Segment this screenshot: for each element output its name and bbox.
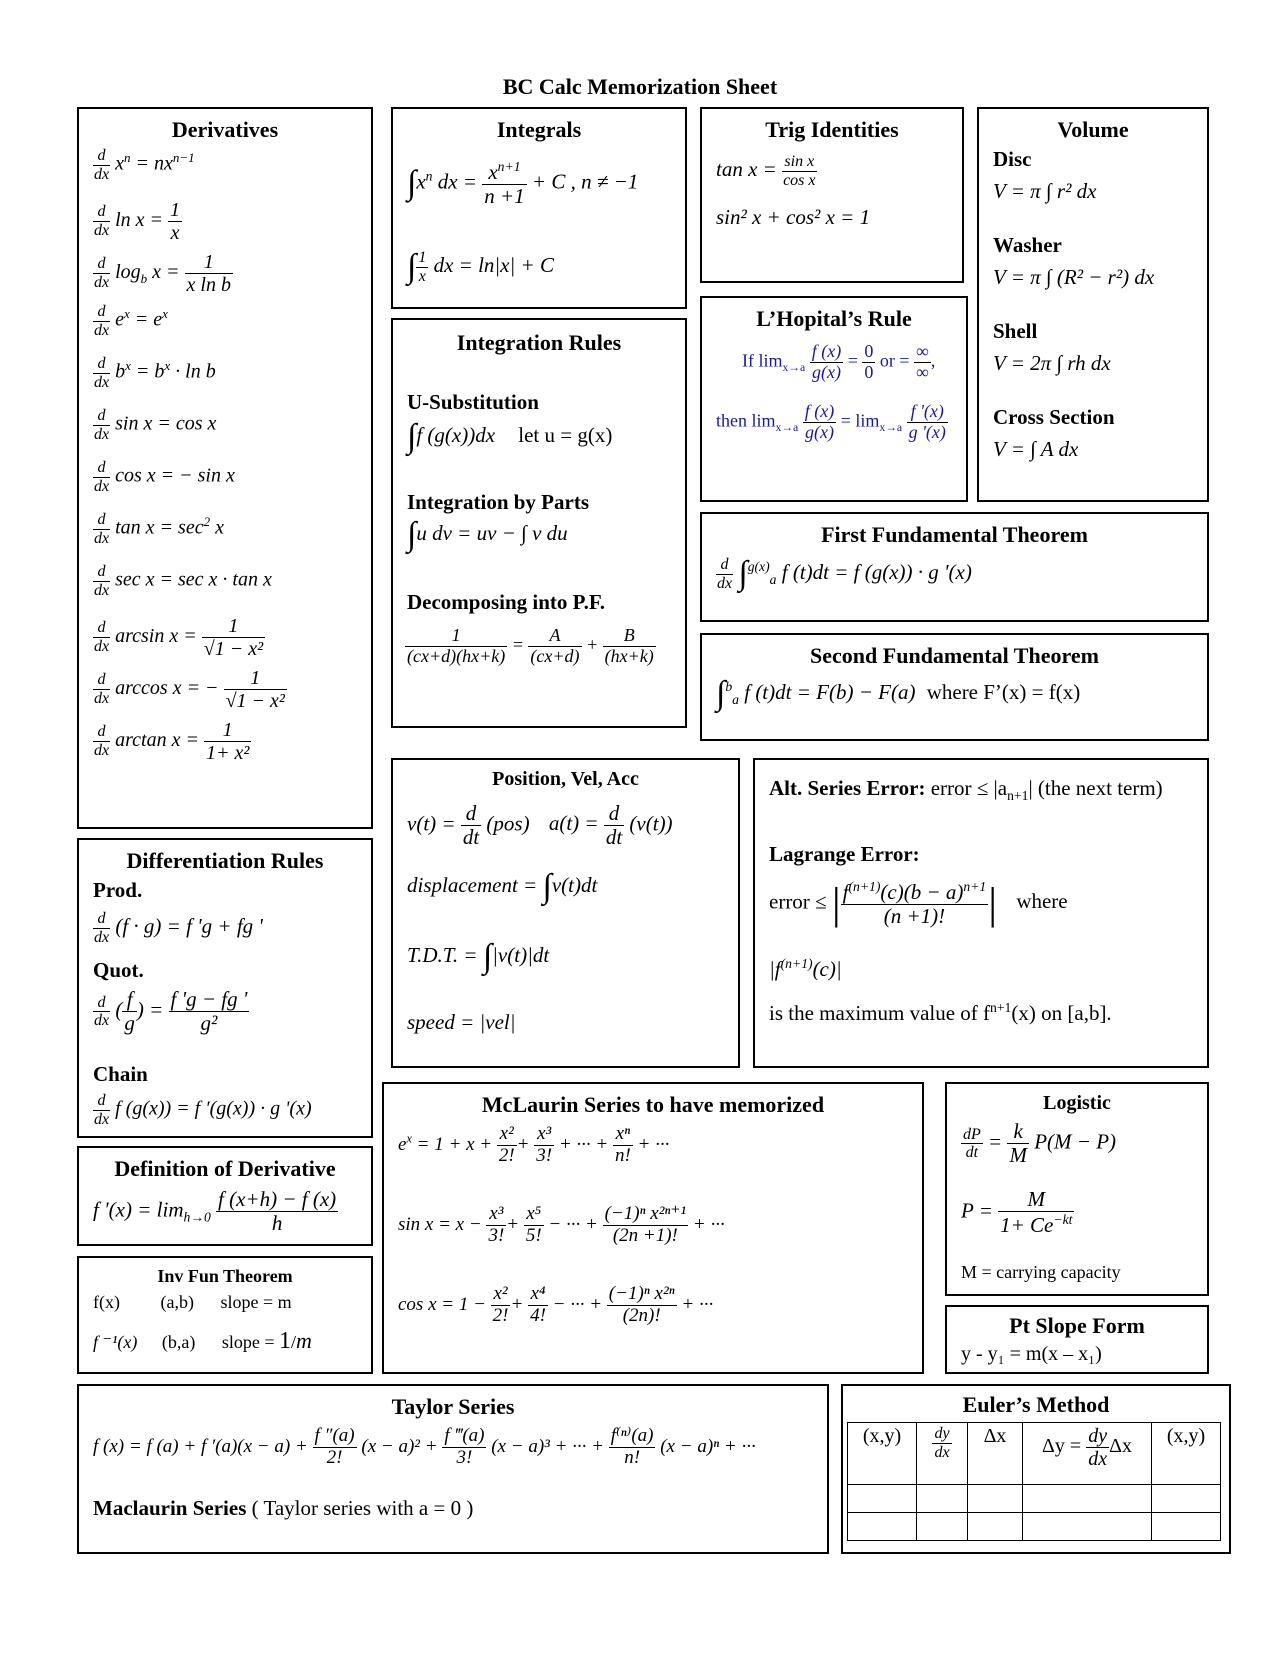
- sin-series: sin x = x − $\frac{\text{x³}}{3!}$ + $\frac{\text{x⁵}}{5!}$ − ··· + $\frac{\text{(−1)ⁿ x²ⁿ⁺¹}}{(2n +1)!}$ + ···: [398, 1203, 725, 1246]
- logistic-box: [945, 1082, 1209, 1296]
- quotient-label: Quot.: [93, 958, 144, 982]
- errors-box: [753, 758, 1209, 1068]
- derivative-row: $\frac{d}{dx}$ $x^n = nx^{n-1}$: [94, 147, 195, 183]
- euler-cell: [1023, 1513, 1152, 1541]
- inverse-row-1: f(x) (a,b) slope = m: [93, 1292, 292, 1312]
- derivatives-heading: Derivatives: [171, 117, 279, 142]
- euler-cell: [968, 1485, 1023, 1513]
- taylor-formula: f (x) = f (a) + f ′(a)(x − a) + $\frac{f ''(a)}{2!}$ (x − a)² + $\frac{f ‴(a)}{3!}$ (x − a)³ + ··· + $\frac{\text{f⁽ⁿ⁾(a)}}{n!}$ (x − a)ⁿ + ···: [93, 1425, 756, 1468]
- derivatives-box: [77, 107, 373, 829]
- max-derivative: $|f^{(n+1)}(c)|$: [769, 956, 842, 981]
- reciprocal-rule: ∫ $\frac{1}{x}$ dx = ln|x| + C: [407, 248, 554, 286]
- lhopital-conclusion: then $\lim_{x\to a}$ $\frac{f (x)}{g(x)}$ = $\lim_{x\to a}$ $\frac{f '(x)}{g '(x)}$: [716, 401, 946, 442]
- euler-col-xy: (x,y): [848, 1423, 917, 1485]
- pf-formula: $\frac{1}{(cx+d)(hx+k)}$ = $\frac{A}{(cx+d)}$ + $\frac{B}{(hx+k)}$: [407, 625, 654, 666]
- quotient-rule: $\frac{d}{dx}$ ( $\frac{f}{g}$ ) = $\frac{f 'g - fg '}{\text{g²}}$: [94, 987, 248, 1036]
- derivative-row: $\frac{d}{dx}$ $e^x = e^x$: [94, 303, 168, 339]
- euler-table: [847, 1422, 1221, 1541]
- tan-identity: tan x = $\frac{\text{sin x}}{\text{cos x}}$: [716, 153, 816, 189]
- ftc1-heading: First Fundamental Theorem: [821, 522, 1088, 547]
- ftc1-formula: $\frac{d}{dx}$ ∫$^{g(x)}_a$ f (t)dt = f (g(x)) · g '(x): [717, 555, 972, 593]
- lagrange-label: Lagrange Error:: [769, 842, 920, 866]
- integrals-box: [391, 107, 687, 309]
- inverse-heading: Inv Fun Theorem: [157, 1266, 293, 1286]
- mclaurin-box: [382, 1082, 924, 1374]
- derivative-row: $\frac{d}{dx}$ cos x = − sin x: [94, 459, 235, 495]
- euler-cell: [968, 1513, 1023, 1541]
- logistic-heading: Logistic: [1043, 1092, 1111, 1114]
- derivative-row: $\frac{d}{dx}$ sec x = sec x · tan x: [94, 563, 272, 599]
- derivative-row: $\frac{d}{dx}$ sin x = cos x: [94, 407, 217, 443]
- euler-cell: [1023, 1485, 1152, 1513]
- point-slope-formula: y - y₁ = m(x – x₁): [961, 1343, 1102, 1365]
- euler-col-dy: Δy = $\frac{dy}{dx}$ Δx: [1023, 1423, 1152, 1485]
- pva-box: [391, 758, 740, 1068]
- product-label: Prod.: [93, 878, 143, 902]
- derivative-row: $\frac{d}{dx}$ $\log_b x$ = $\frac{1}{\text{x ln b}}$: [94, 251, 231, 296]
- euler-cell: [917, 1513, 968, 1541]
- lhopital-condition: If $\lim_{x\to a}$ $\frac{f (x)}{g(x)}$ = $\frac{0}{0}$ or = $\frac{\infty}{\infty}$ ,: [742, 341, 936, 382]
- euler-box: [841, 1384, 1231, 1554]
- maclaurin-note: Maclaurin Series ( Taylor series with a = 0 ): [93, 1496, 474, 1520]
- integration-rules-heading: Integration Rules: [456, 330, 622, 355]
- euler-cell: [848, 1513, 917, 1541]
- inverse-row-2: f ⁻¹(x) (b,a) slope = 1/m: [93, 1328, 312, 1354]
- euler-heading: Euler’s Method: [962, 1392, 1110, 1417]
- diff-rules-box: [77, 838, 373, 1138]
- point-slope-heading: Pt Slope Form: [1009, 1313, 1145, 1338]
- derivative-row: $\frac{d}{dx}$ ln x = $\frac{1}{x}$: [94, 199, 181, 244]
- cos-series: cos x = 1 − $\frac{\text{x²}}{2!}$ + $\frac{\text{x⁴}}{4!}$ − ··· + $\frac{\text{(−1)ⁿ x²ⁿ}}{(2n)!}$ + ···: [398, 1283, 714, 1326]
- euler-cell: [917, 1485, 968, 1513]
- ftc1-box: [700, 512, 1209, 622]
- lhopital-heading: L’Hopital’s Rule: [756, 306, 912, 331]
- euler-col-next-xy: (x,y): [1152, 1423, 1221, 1485]
- integration-rules-box: [391, 318, 687, 728]
- euler-cell: [848, 1485, 917, 1513]
- taylor-box: [77, 1384, 829, 1554]
- volume-box: [977, 107, 1209, 502]
- displacement-formula: displacement = ∫v(t)dt: [407, 868, 598, 905]
- product-rule: $\frac{d}{dx}$ (f · g) = f 'g + fg ': [94, 910, 263, 946]
- speed-formula: speed = |vel|: [407, 1010, 516, 1034]
- lhopital-box: [700, 296, 968, 502]
- integrals-heading: Integrals: [496, 117, 582, 142]
- derivative-row: $\frac{d}{dx}$ arccos x = − $\frac{1}{\text{√1 − x²}}$: [94, 667, 285, 712]
- usub-label: U-Substitution: [407, 390, 539, 414]
- logistic-de: $\frac{dP}{dt}$ = $\frac{k}{M}$ P(M − P): [963, 1119, 1117, 1168]
- inverse-function-box: [77, 1256, 373, 1374]
- chain-label: Chain: [93, 1062, 148, 1086]
- euler-col-dydx: $\frac{dy}{dx}$: [917, 1423, 968, 1485]
- derivative-row: $\frac{d}{dx}$ arctan x = $\frac{1}{\text{1+ x²}}$: [94, 719, 250, 764]
- velocity-accel-formula: v(t) = $\frac{d}{dt}$ (pos) a(t) = $\frac{d}{dt}$ (v(t)): [407, 801, 673, 850]
- trig-box: [700, 107, 964, 283]
- cross-section-label: Cross Section: [993, 405, 1115, 429]
- definition-formula: f $'(x) = \lim_{h\to 0}$ $\frac{f (x+h) - f (x)}{h}$: [93, 1187, 337, 1236]
- trig-heading: Trig Identities: [765, 117, 899, 142]
- derivative-row: $\frac{d}{dx}$ arcsin x = $\frac{1}{\text{√1 − x²}}$: [94, 615, 264, 660]
- disc-formula: V = π ∫ r² dx: [993, 179, 1097, 203]
- derivative-row: $\frac{d}{dx}$ $\tan x = \sec^2 x$: [94, 511, 224, 547]
- euler-cell: [1152, 1513, 1221, 1541]
- ftc2-box: [700, 633, 1209, 741]
- washer-formula: V = π ∫ (R² − r²) dx: [993, 265, 1155, 289]
- taylor-heading: Taylor Series: [391, 1394, 515, 1419]
- derivative-row: $\frac{d}{dx}$ $b^x = b^x \cdot \ln b$: [94, 355, 216, 391]
- logistic-solution: P = $\frac{M}{1+ Ce^{-kt}}$: [961, 1187, 1073, 1238]
- shell-formula: V = 2π ∫ rh dx: [993, 351, 1111, 375]
- diff-rules-heading: Differentiation Rules: [126, 848, 324, 873]
- chain-rule: $\frac{d}{dx}$ f (g(x)) = f ′(g(x)) · g '(x): [94, 1092, 312, 1128]
- pf-label: Decomposing into P.F.: [407, 590, 605, 614]
- parts-formula: ∫u dv = uv − ∫ v du: [407, 516, 568, 553]
- page-title: BC Calc Memorization Sheet: [502, 74, 778, 99]
- max-value-text: is the maximum value of $f^{n+1}(x)$ on [a,b].: [769, 1000, 1112, 1025]
- definition-heading: Definition of Derivative: [114, 1156, 336, 1181]
- shell-label: Shell: [993, 319, 1038, 343]
- euler-col-dx: Δx: [968, 1423, 1023, 1485]
- definition-box: [77, 1146, 373, 1246]
- usub-formula: ∫f (g(x))dx let u = g(x): [407, 418, 613, 455]
- ftc2-formula: ∫$^b_a$ f (t)dt = F(b) − F(a) where F’(x) = f(x): [716, 675, 1081, 712]
- power-rule: $\int x^n$ dx = $\frac{x^{n+1}}{n +1}$ + C , n ≠ −1: [407, 159, 639, 209]
- washer-label: Washer: [993, 233, 1062, 257]
- alt-series-error: Alt. Series Error: error ≤ $|a_{n+1}|$ (the next term): [769, 776, 1163, 804]
- cross-section-formula: V = ∫ A dx: [993, 437, 1079, 461]
- exp-series: $e^x = 1 + x$ + $\frac{\text{x²}}{2!}$ + $\frac{\text{x³}}{3!}$ + ··· + $\frac{\text{xⁿ}}{n!}$ + ···: [398, 1123, 670, 1166]
- lagrange-formula: error ≤ | $\frac{f^{(n+1)}(c)(b - a)^{n+1}}{(n +1)!}$ | where: [769, 878, 1068, 928]
- carrying-capacity: M = carrying capacity: [961, 1262, 1121, 1282]
- parts-label: Integration by Parts: [407, 490, 589, 514]
- mclaurin-heading: McLaurin Series to have memorized: [481, 1092, 825, 1117]
- pva-heading: Position, Vel, Acc: [492, 768, 639, 790]
- ftc2-heading: Second Fundamental Theorem: [810, 643, 1099, 668]
- volume-heading: Volume: [1057, 117, 1129, 142]
- point-slope-box: [945, 1305, 1209, 1374]
- tdt-formula: T.D.T. = ∫|v(t)|dt: [407, 938, 550, 975]
- euler-cell: [1152, 1485, 1221, 1513]
- pythagorean-identity: sin² x + cos² x = 1: [716, 205, 871, 229]
- disc-label: Disc: [993, 147, 1032, 171]
